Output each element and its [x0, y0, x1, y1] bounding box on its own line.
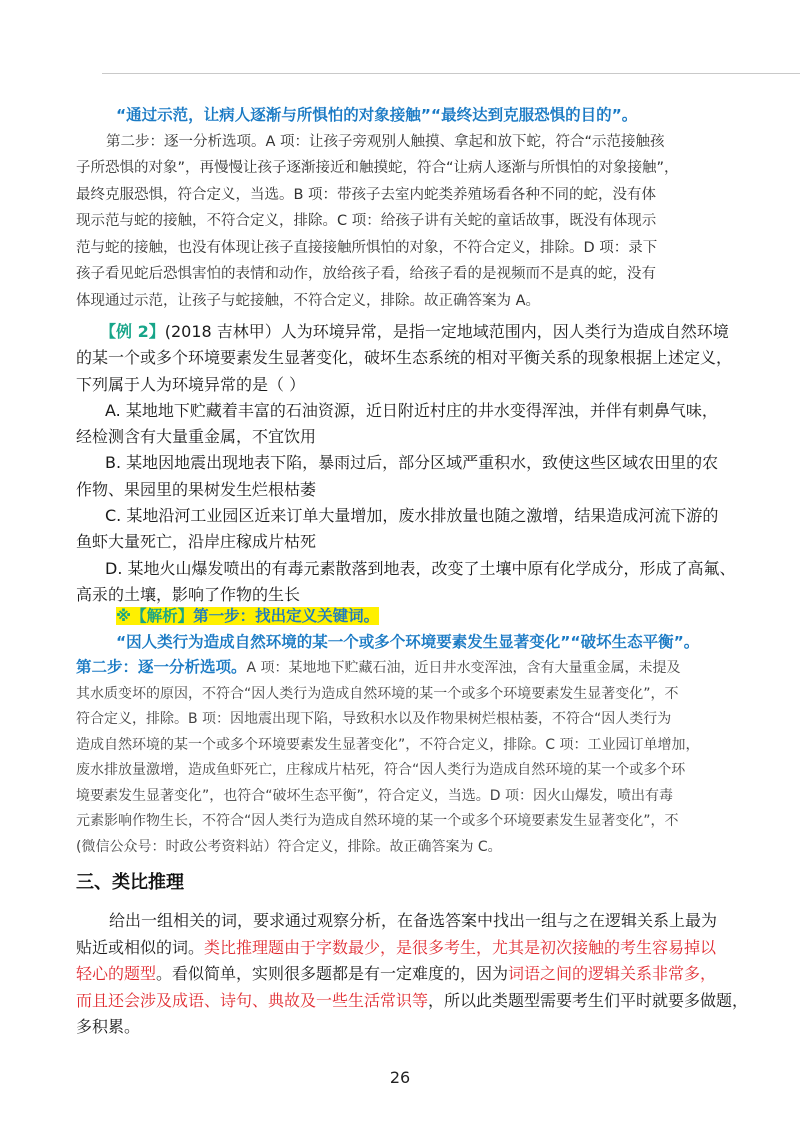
- page-number: 26: [389, 1068, 411, 1087]
- option-b-line: B. 某地因地震出现地表下陷，暴雨过后，部分区域严重积水，致使这些区域农田里的农: [105, 453, 719, 473]
- analysis-line: 造成自然环境的某一个或多个环境要素发生显著变化”，不符合定义，排除。C 项：工业园订单增加，: [76, 736, 700, 753]
- intro-line-3: [76, 961, 717, 988]
- example-stem-line: 的某一个或多个环境要素发生显著变化，破坏生态系统的相对平衡关系的现象根据上述定义，: [76, 348, 733, 368]
- option-a-cont: 经检测含有大量重金属，不宜饮用: [76, 427, 317, 447]
- intro-text: 贴近或相似的词。: [76, 937, 205, 957]
- previous-explanation: [76, 102, 706, 314]
- option-a-line: A. 某地地下贮藏着丰富的石油资源，近日附近村庄的井水变得浑浊，并伴有刺鼻气味，: [105, 400, 718, 420]
- intro-red-text: 而且还会涉及成语、诗句、典故及一些生活常识等: [76, 990, 429, 1010]
- option-c-cont: 鱼虾大量死亡，沿岸庄稼成片枯死: [76, 532, 317, 552]
- example-tag: 【例 2】: [100, 322, 165, 341]
- analysis-step2-rest: A 项：某地地下贮藏石油，近日井水变浑浊，含有大量重金属，未提及: [246, 660, 681, 676]
- explanation-line: 范与蛇的接触，也没有体现让孩子直接接触所惧怕的对象，不符合定义，排除。D 项：录下: [76, 239, 658, 256]
- explanation-line: 子所恐惧的对象”，再慢慢让孩子逐渐接近和触摸蛇，符合“让病人逐渐与所惧怕的对象接触”，: [76, 160, 679, 176]
- intro-red-text: 词语之间的逻辑关系非常多，: [508, 964, 717, 983]
- intro-text: ，所以此类题型需要考生们平时就要多做题，: [428, 990, 749, 1010]
- analysis-highlight: [116, 607, 379, 625]
- option-c-line: C. 某地沿河工业园区近来订单大量增加，废水排放量也随之激增，结果造成河流下游的: [105, 506, 719, 526]
- example-stem-line: 下列属于人为环境异常的是（ ）: [76, 374, 306, 394]
- analysis-line: (微信公众号：时政公考资料站）符合定义，排除。故正确答案为 C。: [76, 838, 502, 855]
- analysis-step2-line: [76, 655, 706, 682]
- intro-red-text: 轻心的题型: [76, 964, 157, 983]
- intro-red-text: 类比推理题由于字数最少，是很多考生，尤其是初次接触的考生容易掉以: [204, 937, 717, 957]
- analysis-line: 境要素发生显著变化”，也符合“破坏生态平衡”，符合定义，当选。D 项：因火山爆发，喷出有毒: [76, 787, 673, 804]
- header-rule: [102, 73, 800, 74]
- intro-line-4: [76, 988, 749, 1015]
- option-d-cont: 高汞的土壤，影响了作物的生长: [76, 584, 301, 604]
- example-stem-text: (2018 吉林甲）人为环境异常，是指一定地域范围内，因人类行为造成自然环境: [164, 322, 729, 341]
- example-question: [76, 319, 736, 608]
- section-intro: [76, 908, 749, 1041]
- analysis-line: 符合定义，排除。B 项：因地震出现下陷，导致积水以及作物果树烂根枯萎，不符合“因人类行为: [76, 711, 672, 727]
- analysis-quote-line: “因人类行为造成自然环境的某一个或多个环境要素发生显著变化”“破坏生态平衡”。: [116, 632, 700, 651]
- intro-text: 。看似简单，实则很多题都是有一定难度的，因为: [156, 964, 509, 983]
- analysis: [76, 604, 706, 860]
- explanation-line: 现示范与蛇的接触，不符合定义，排除。C 项：给孩子讲有关蛇的童话故事，既没有体现示: [76, 213, 657, 229]
- explanation-line: 最终克服恐惧，符合定义，当选。B 项：带孩子去室内蛇类养殖场看各种不同的蛇，没有体: [76, 186, 657, 203]
- example-stem-line-1: [76, 319, 729, 345]
- analysis-step2-label: 第二步：逐一分析选项。: [76, 658, 247, 676]
- analysis-step1: 第一步：找出定义关键词。: [193, 607, 380, 625]
- analysis-line: 其水质变坏的原因，不符合“因人类行为造成自然环境的某一个或多个环境要素发生显著变化”，不: [76, 685, 679, 702]
- option-d-line: D. 某地火山爆发喷出的有毒元素散落到地表，改变了土壤中原有化学成分，形成了高氟、: [105, 558, 736, 578]
- explanation-line: 体现通过示范，让孩子与蛇接触，不符合定义，排除。故正确答案为 A。: [76, 292, 541, 309]
- intro-line-1: 给出一组相关的词，要求通过观察分析，在备选答案中找出一组与之在逻辑关系上最为: [109, 911, 718, 930]
- intro-line-5: 多积累。: [76, 1017, 141, 1036]
- analysis-step1-line: [76, 604, 706, 630]
- analysis-mark: ※【解析】: [116, 607, 194, 625]
- analysis-line: 元素影响作物生长，不符合“因人类行为造成自然环境的某一个或多个环境要素发生显著变化”，不: [76, 813, 679, 829]
- key-quote-line: “通过示范，让病人逐渐与所惧怕的对象接触”“最终达到克服恐惧的目的”。: [116, 106, 638, 124]
- analysis-line: 废水排放量激增，造成鱼虾死亡，庄稼成片枯死，符合“因人类行为造成自然环境的某一个或多个环: [76, 762, 686, 778]
- section-heading: 三、类比推理: [76, 872, 184, 893]
- explanation-line: 孩子看见蛇后恐惧害怕的表情和动作，放给孩子看，给孩子看的是视频而不是真的蛇，没有: [76, 266, 656, 282]
- option-b-cont: 作物、果园里的果树发生烂根枯萎: [76, 479, 317, 499]
- explanation-line: 第二步：逐一分析选项。A 项：让孩子旁观别人触摸、拿起和放下蛇，符合“示范接触孩: [106, 133, 665, 150]
- intro-line-2: [76, 935, 717, 962]
